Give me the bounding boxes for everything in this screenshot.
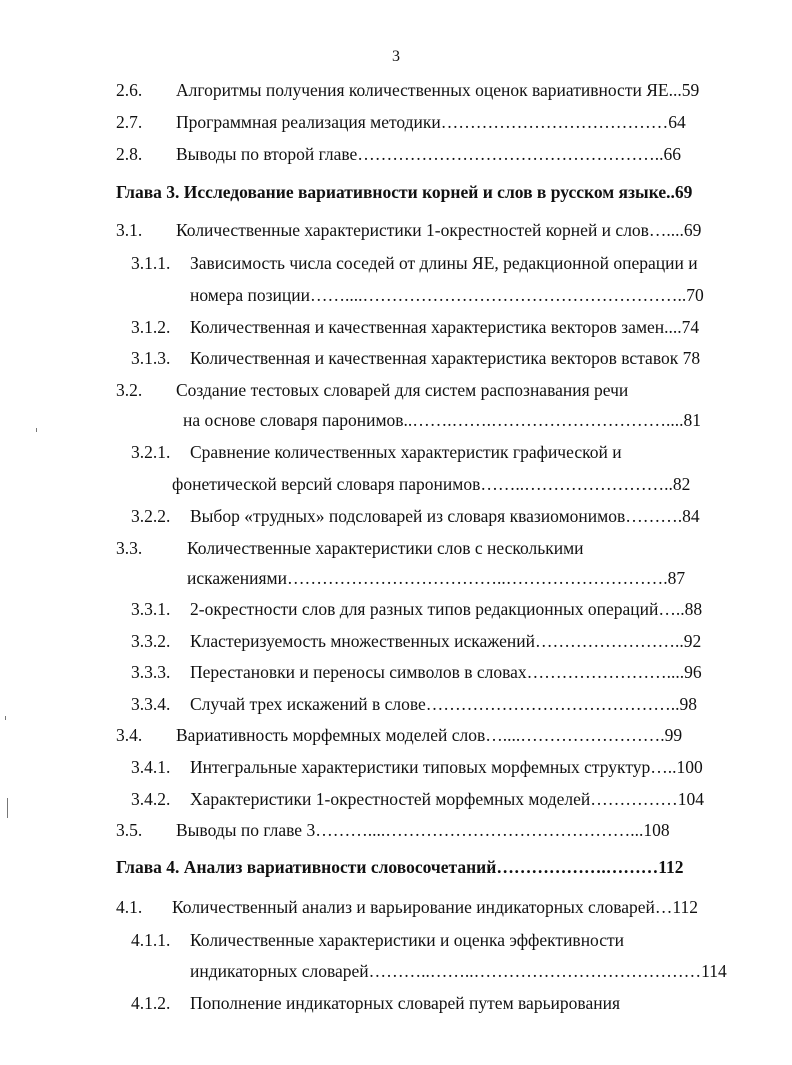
toc-entry-number: 4.1.1.: [131, 930, 171, 950]
toc-entry-text: Количественная и качественная характеристика векторов вставок 78: [190, 348, 701, 368]
toc-entry-number: 3.2.2.: [131, 506, 171, 526]
toc-entry-text: Количественная и качественная характеристика векторов замен....74: [190, 317, 700, 337]
page-number: 3: [392, 48, 400, 65]
toc-entry-text: Количественные характеристики слов с несколькими: [187, 538, 584, 558]
toc-entry-number: 3.5.: [116, 820, 143, 840]
toc-entry-continuation: искажениями………………………………..……………………….87: [187, 568, 686, 588]
toc-entry-text: Сравнение количественных характеристик графической и: [190, 442, 622, 462]
toc-entry-number: 4.1.: [116, 897, 143, 917]
toc-entry-text: Выводы по главе 3………....……………………………………...108: [176, 820, 670, 840]
toc-entry-number: 3.4.2.: [131, 789, 171, 809]
toc-entry-text: Характеристики 1-окрестностей морфемных моделей……………104: [190, 789, 705, 809]
toc-entry-text: Выводы по второй главе……………………………………………..66: [176, 144, 682, 164]
toc-entry-number: 3.2.: [116, 380, 143, 400]
toc-entry-text: Выбор «трудных» подсловарей из словаря квазиомонимов……….84: [190, 506, 700, 526]
toc-entry-number: 3.4.: [116, 725, 143, 745]
toc-entry-text: Алгоритмы получения количественных оценок вариативности ЯЕ...59: [176, 80, 700, 100]
scan-artifact: [36, 428, 37, 432]
toc-entry-text: Количественные характеристики 1-окрестностей корней и слов…....69: [176, 220, 702, 240]
chapter-heading: Глава 3. Исследование вариативности корней и слов в русском языке..69: [116, 182, 693, 202]
toc-entry-number: 4.1.2.: [131, 993, 171, 1013]
toc-entry-number: 3.3.: [116, 538, 143, 558]
toc-entry-text: Программная реализация методики…………………………………64: [176, 112, 686, 132]
toc-entry-continuation: на основе словаря паронимов..…….…….…………………………....81: [183, 410, 702, 430]
toc-entry-number: 3.1.2.: [131, 317, 171, 337]
toc-entry-number: 3.1.3.: [131, 348, 171, 368]
toc-entry-text: Пополнение индикаторных словарей путем варьирования: [190, 993, 620, 1013]
scan-artifact: [7, 798, 8, 818]
toc-entry-text: Кластеризуемость множественных искажений……………………..92: [190, 631, 702, 651]
toc-entry-number: 3.2.1.: [131, 442, 171, 462]
toc-entry-continuation: номера позиции……....………………………………………………..70: [190, 285, 704, 305]
toc-entry-number: 2.7.: [116, 112, 143, 132]
toc-entry-number: 3.3.1.: [131, 599, 171, 619]
toc-entry-continuation: фонетической версий словаря паронимов……..……………………..82: [172, 474, 691, 494]
toc-entry-number: 3.1.: [116, 220, 143, 240]
toc-entry-text: Случай трех искажений в слове……………………………………..98: [190, 694, 698, 714]
toc-entry-number: 3.3.4.: [131, 694, 171, 714]
toc-entry-text: Вариативность морфемных моделей слов…....…………………….99: [176, 725, 683, 745]
toc-entry-text: Интегральные характеристики типовых морфемных структур…..100: [190, 757, 703, 777]
toc-entry-number: 3.4.1.: [131, 757, 171, 777]
toc-entry-number: 2.6.: [116, 80, 143, 100]
toc-entry-number: 3.3.2.: [131, 631, 171, 651]
toc-entry-continuation: индикаторных словарей………..……..…………………………………114: [190, 961, 727, 981]
toc-entry-number: 3.3.3.: [131, 662, 171, 682]
toc-entry-text: Количественные характеристики и оценка эффективности: [190, 930, 625, 950]
toc-entry-text: Количественный анализ и варьирование индикаторных словарей…112: [172, 897, 698, 917]
toc-entry-number: 2.8.: [116, 144, 143, 164]
toc-entry-text: Создание тестовых словарей для систем распознавания речи: [176, 380, 629, 400]
toc-entry-number: 3.1.1.: [131, 253, 171, 273]
toc-entry-text: Перестановки и переносы символов в словах……………………....96: [190, 662, 702, 682]
toc-entry-text: Зависимость числа соседей от длины ЯЕ, редакционной операции и: [190, 253, 698, 273]
toc-entry-text: 2-окрестности слов для разных типов редакционных операций…..88: [190, 599, 703, 619]
chapter-heading: Глава 4. Анализ вариативности словосочетаний……………….………112: [116, 857, 684, 877]
scan-artifact: [5, 716, 6, 720]
